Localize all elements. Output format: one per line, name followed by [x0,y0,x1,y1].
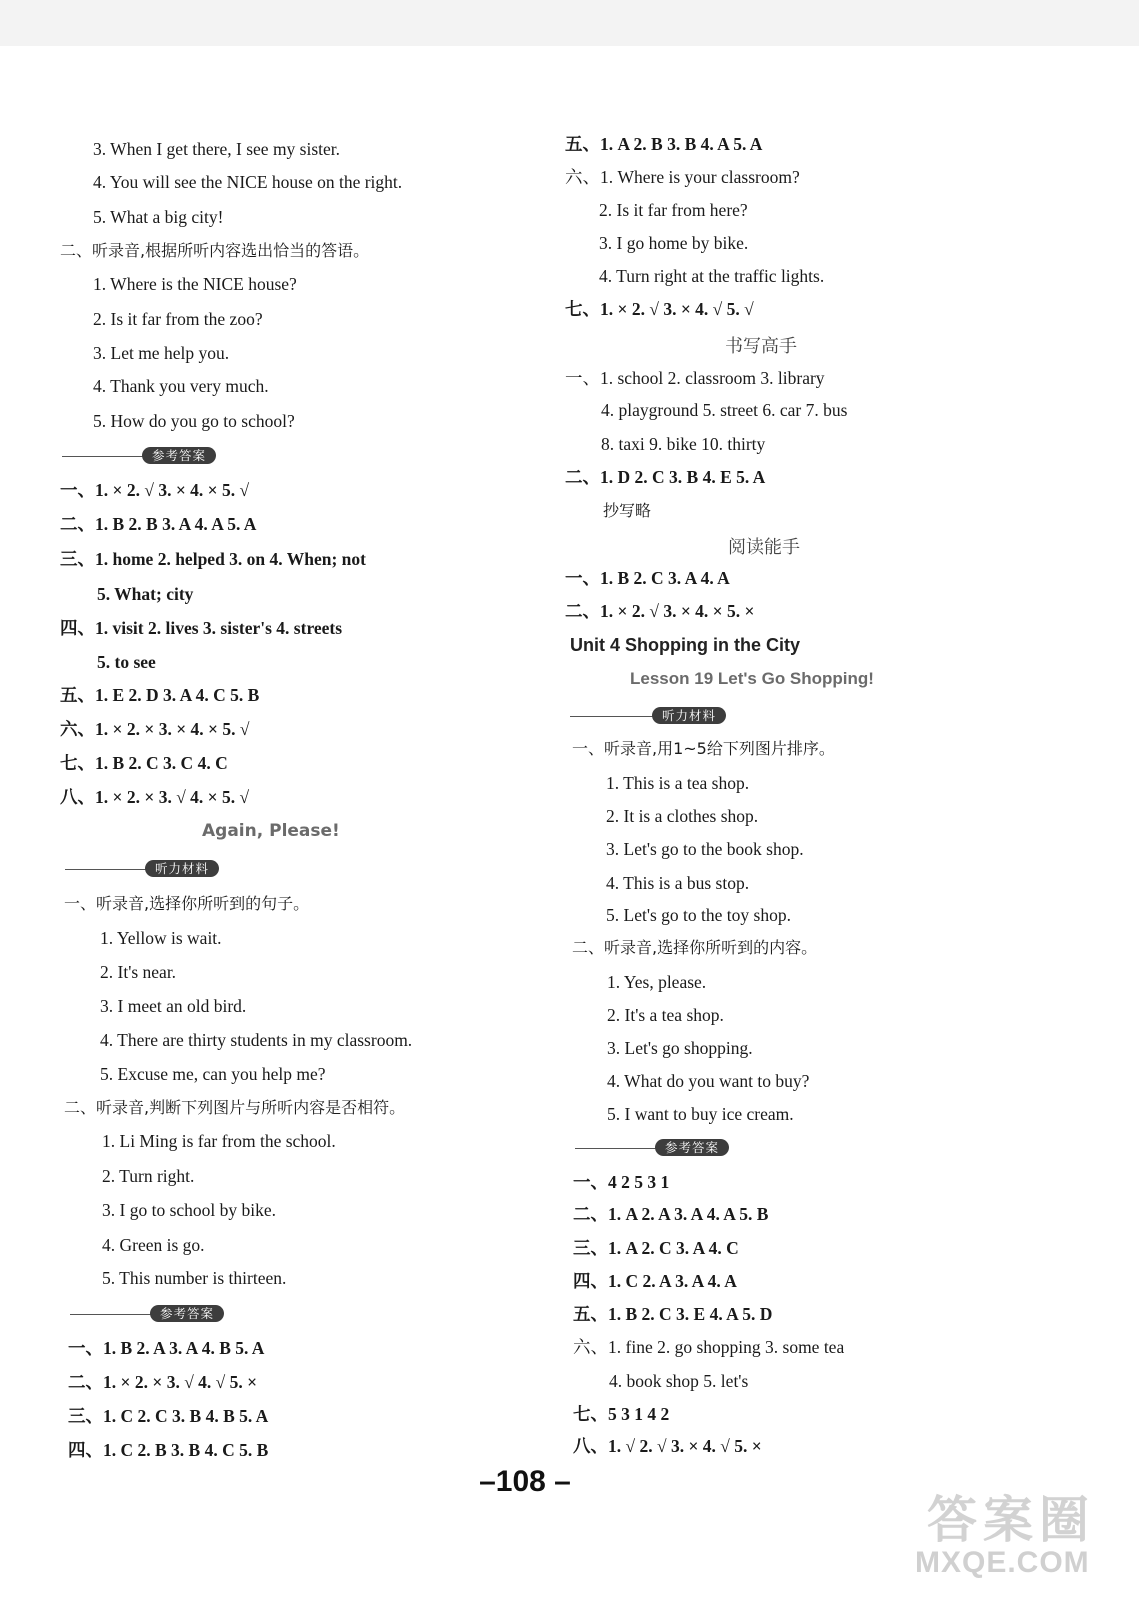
listening-line: 4. What do you want to buy? [607,1071,810,1091]
scan-top-band [0,0,1139,46]
listening-line: 3. Let me help you. [93,343,230,363]
answer-line: 四、1. C 2. A 3. A 4. A [573,1271,737,1291]
answer-line: 4. book shop 5. let's [609,1371,749,1391]
listening-line: 5. What a big city! [93,207,224,227]
question-instruction: 二、听录音,判断下列图片与所听内容是否相符。 [64,1098,406,1117]
lesson-title: Lesson 19 Let's Go Shopping! [630,669,874,688]
listening-line: 3. Let's go shopping. [607,1038,753,1058]
listening-line: 1. Where is the NICE house? [93,274,297,294]
answer-line: 三、1. home 2. helped 3. on 4. When; not [60,549,366,569]
listening-line: 2. Is it far from the zoo? [93,309,263,329]
answer-line: 六、1. × 2. × 3. × 4. × 5. √ [60,719,250,739]
answer-line: 五、1. A 2. B 3. B 4. A 5. A [565,134,763,154]
answer-line: 一、1. × 2. √ 3. × 4. × 5. √ [60,480,250,500]
unit-title: Unit 4 Shopping in the City [570,635,800,655]
answer-line: 七、5 3 1 4 2 [573,1404,670,1424]
section-heading-reading: 阅读能手 [728,537,800,558]
answer-line: 三、1. C 2. C 3. B 4. B 5. A [68,1406,269,1426]
answer-line: 八、1. √ 2. √ 3. × 4. √ 5. × [573,1436,762,1456]
answer-key-badge: 参考答案 [655,1139,729,1156]
section-heading-again-please: Again, Please! [202,821,340,841]
answer-line: 抄写略 [603,501,652,520]
answer-line: 五、1. E 2. D 3. A 4. C 5. B [60,685,260,705]
answer-line: 2. Is it far from here? [599,200,748,220]
section-divider [62,456,152,457]
answer-line: 五、1. B 2. C 3. E 4. A 5. D [573,1304,773,1324]
listening-line: 1. Yes, please. [607,972,707,992]
listening-line: 5. This number is thirteen. [102,1268,287,1288]
listening-line: 1. Yellow is wait. [100,928,222,948]
answer-line: 七、1. × 2. √ 3. × 4. √ 5. √ [565,299,754,319]
question-instruction: 一、听录音,用1~5给下列图片排序。 [572,739,835,758]
question-instruction: 二、听录音,选择你所听到的内容。 [572,938,818,957]
listening-material-badge: 听力材料 [652,707,726,724]
answer-line: 8. taxi 9. bike 10. thirty [601,434,766,454]
answer-line: 4. playground 5. street 6. car 7. bus [601,400,848,420]
answer-line: 六、1. Where is your classroom? [565,167,800,187]
answer-line: 二、1. A 2. A 3. A 4. A 5. B [573,1204,769,1224]
answer-key-badge: 参考答案 [142,447,216,464]
answer-line: 5. What; city [97,584,194,604]
watermark-url: MXQE.COM [915,1546,1090,1579]
question-instruction: 二、听录音,根据所听内容选出恰当的答语。 [60,241,370,260]
section-divider [575,1148,665,1149]
answer-line: 七、1. B 2. C 3. C 4. C [60,753,228,773]
watermark-text: 答案圈 [927,1491,1095,1549]
listening-line: 5. Let's go to the toy shop. [606,905,791,925]
section-heading-writing: 书写高手 [725,336,797,357]
answer-line: 六、1. fine 2. go shopping 3. some tea [573,1337,845,1357]
listening-line: 3. Let's go to the book shop. [606,839,804,859]
listening-line: 1. This is a tea shop. [606,773,750,793]
section-divider [70,1314,160,1315]
listening-line: 5. I want to buy ice cream. [607,1104,794,1124]
listening-line: 4. There are thirty students in my classroom. [100,1030,413,1050]
answer-line: 二、1. B 2. B 3. A 4. A 5. A [60,514,257,534]
listening-line: 2. Turn right. [102,1166,195,1186]
listening-line: 1. Li Ming is far from the school. [102,1131,336,1151]
section-divider [65,869,155,870]
page-number: –108 – [479,1465,571,1498]
listening-line: 2. It's a tea shop. [607,1005,724,1025]
listening-material-badge: 听力材料 [145,860,219,877]
listening-line: 4. Green is go. [102,1235,205,1255]
listening-line: 4. Thank you very much. [93,376,269,396]
answer-line: 三、1. A 2. C 3. A 4. C [573,1238,739,1258]
answer-line: 3. I go home by bike. [599,233,749,253]
answer-line: 5. to see [97,652,156,672]
listening-line: 2. It's near. [100,962,177,982]
answer-line: 一、1. B 2. A 3. A 4. B 5. A [68,1338,265,1358]
answer-line: 八、1. × 2. × 3. √ 4. × 5. √ [60,787,250,807]
answer-line: 一、4 2 5 3 1 [573,1172,670,1192]
listening-line: 5. Excuse me, can you help me? [100,1064,326,1084]
listening-line: 3. When I get there, I see my sister. [93,139,341,159]
watermark-logo [905,1480,1125,1590]
listening-line: 3. I go to school by bike. [102,1200,277,1220]
listening-line: 2. It is a clothes shop. [606,806,759,826]
answer-line: 二、1. × 2. √ 3. × 4. × 5. × [565,601,755,621]
answer-line: 二、1. × 2. × 3. √ 4. √ 5. × [68,1372,258,1392]
section-divider [570,716,660,717]
question-instruction: 一、听录音,选择你所听到的句子。 [64,894,310,913]
answer-line: 一、1. school 2. classroom 3. library [565,368,825,388]
answer-line: 4. Turn right at the traffic lights. [599,266,825,286]
answer-line: 四、1. visit 2. lives 3. sister's 4. streets [60,618,343,638]
answer-line: 一、1. B 2. C 3. A 4. A [565,568,730,588]
listening-line: 4. You will see the NICE house on the right. [93,172,403,192]
listening-line: 4. This is a bus stop. [606,873,750,893]
listening-line: 3. I meet an old bird. [100,996,247,1016]
answer-line: 二、1. D 2. C 3. B 4. E 5. A [565,467,766,487]
answer-key-badge: 参考答案 [150,1305,224,1322]
answer-line: 四、1. C 2. B 3. B 4. C 5. B [68,1440,269,1460]
listening-line: 5. How do you go to school? [93,411,295,431]
